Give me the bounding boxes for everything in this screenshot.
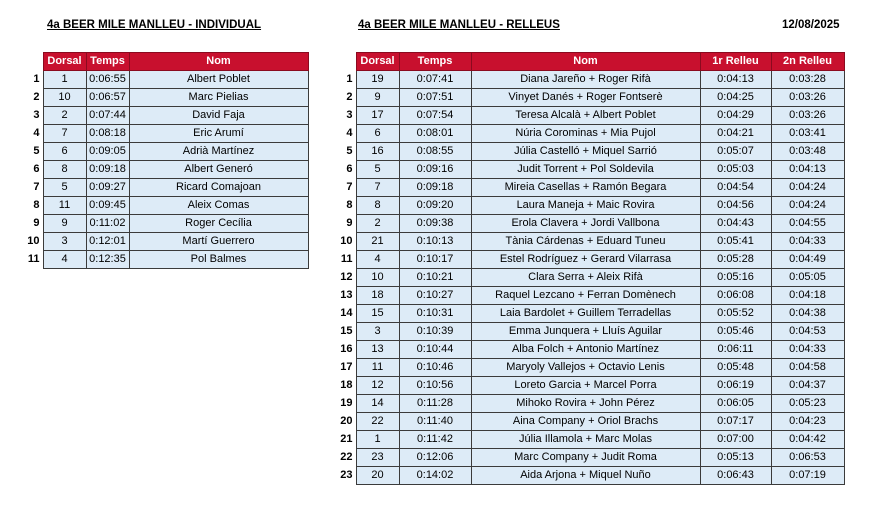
first-relay-cell: 0:05:07 (700, 143, 771, 161)
table-row (24, 161, 308, 179)
first-relay-cell: 0:05:46 (700, 323, 771, 341)
nom-header: Nom (471, 53, 700, 71)
first-relay-cell: 0:07:17 (700, 413, 771, 431)
rank-cell: 9 (346, 217, 353, 229)
rank-cell: 16 (340, 343, 353, 355)
temps-cell: 0:08:01 (399, 125, 471, 143)
temps-cell: 0:08:55 (399, 143, 471, 161)
rank-cell: 1 (346, 73, 353, 85)
nom-cell: Mihoko Rovira + John Pérez (471, 395, 700, 413)
dorsal-cell: 2 (43, 107, 86, 125)
first-relay-cell: 0:06:11 (700, 341, 771, 359)
second-relay-cell: 0:04:13 (771, 161, 844, 179)
table-row (334, 431, 844, 449)
dorsal-cell: 7 (43, 125, 86, 143)
temps-cell: 0:08:18 (86, 125, 129, 143)
dorsal-cell: 15 (356, 305, 399, 323)
rank-cell: 4 (33, 127, 40, 139)
table-row (334, 89, 844, 107)
rank-cell: 17 (340, 361, 353, 373)
second-relay-cell: 0:04:24 (771, 197, 844, 215)
first-relay-cell: 0:04:56 (700, 197, 771, 215)
table-row (24, 179, 308, 197)
first-relay-cell: 0:06:43 (700, 467, 771, 485)
dorsal-cell: 20 (356, 467, 399, 485)
table-row (334, 143, 844, 161)
second-relay-cell: 0:03:26 (771, 107, 844, 125)
rank-cell: 6 (346, 163, 353, 175)
table-row (334, 251, 844, 269)
table-row (24, 107, 308, 125)
table-row (334, 269, 844, 287)
relleus-table (334, 52, 845, 485)
first-relay-header: 1r Relleu (700, 53, 771, 71)
nom-cell: Teresa Alcalà + Albert Poblet (471, 107, 700, 125)
rank-cell: 3 (33, 109, 40, 121)
temps-cell: 0:09:18 (399, 179, 471, 197)
dorsal-cell: 9 (43, 215, 86, 233)
dorsal-cell: 13 (356, 341, 399, 359)
temps-cell: 0:09:20 (399, 197, 471, 215)
nom-cell: Pol Balmes (129, 251, 308, 269)
temps-cell: 0:12:35 (86, 251, 129, 269)
first-relay-cell: 0:04:21 (700, 125, 771, 143)
dorsal-cell: 12 (356, 377, 399, 395)
second-relay-cell: 0:03:48 (771, 143, 844, 161)
rank-cell: 22 (340, 451, 353, 463)
rank-header (334, 53, 356, 71)
rank-cell: 6 (33, 163, 40, 175)
dorsal-cell: 6 (43, 143, 86, 161)
nom-cell: Tània Cárdenas + Eduard Tuneu (471, 233, 700, 251)
table-row (334, 233, 844, 251)
dorsal-cell: 22 (356, 413, 399, 431)
temps-header: Temps (86, 53, 129, 71)
rank-cell: 14 (340, 307, 353, 319)
second-relay-cell: 0:04:49 (771, 251, 844, 269)
dorsal-cell: 10 (43, 89, 86, 107)
table-row (24, 89, 308, 107)
nom-cell: Aleix Comas (129, 197, 308, 215)
rank-cell: 23 (340, 469, 353, 481)
dorsal-cell: 2 (356, 215, 399, 233)
temps-cell: 0:11:40 (399, 413, 471, 431)
second-relay-cell: 0:05:05 (771, 269, 844, 287)
dorsal-cell: 3 (356, 323, 399, 341)
rank-cell: 4 (346, 127, 353, 139)
dorsal-header: Dorsal (356, 53, 399, 71)
rank-cell: 8 (33, 199, 40, 211)
dorsal-cell: 5 (356, 161, 399, 179)
temps-cell: 0:09:38 (399, 215, 471, 233)
nom-cell: Vinyet Danés + Roger Fontserè (471, 89, 700, 107)
temps-cell: 0:11:28 (399, 395, 471, 413)
second-relay-cell: 0:04:38 (771, 305, 844, 323)
table-row (334, 395, 844, 413)
temps-cell: 0:10:27 (399, 287, 471, 305)
nom-cell: Mireia Casellas + Ramón Begara (471, 179, 700, 197)
individual-header-row (24, 53, 308, 71)
first-relay-cell: 0:06:19 (700, 377, 771, 395)
dorsal-cell: 10 (356, 269, 399, 287)
table-row (334, 107, 844, 125)
rank-cell: 13 (340, 289, 353, 301)
individual-title: 4a BEER MILE MANLLEU - INDIVIDUAL (47, 19, 262, 31)
first-relay-cell: 0:04:29 (700, 107, 771, 125)
dorsal-cell: 1 (356, 431, 399, 449)
temps-cell: 0:12:01 (86, 233, 129, 251)
nom-cell: David Faja (129, 107, 308, 125)
temps-cell: 0:10:13 (399, 233, 471, 251)
rank-cell: 9 (33, 217, 40, 229)
rank-cell: 12 (340, 271, 353, 283)
nom-cell: Emma Junquera + Lluís Aguilar (471, 323, 700, 341)
first-relay-cell: 0:05:41 (700, 233, 771, 251)
temps-cell: 0:09:18 (86, 161, 129, 179)
temps-cell: 0:09:05 (86, 143, 129, 161)
temps-cell: 0:14:02 (399, 467, 471, 485)
second-relay-cell: 0:04:37 (771, 377, 844, 395)
rank-cell: 20 (340, 415, 353, 427)
nom-cell: Ricard Comajoan (129, 179, 308, 197)
first-relay-cell: 0:05:52 (700, 305, 771, 323)
temps-cell: 0:11:02 (86, 215, 129, 233)
second-relay-cell: 0:04:18 (771, 287, 844, 305)
table-row (24, 125, 308, 143)
rank-cell: 15 (340, 325, 353, 337)
nom-header: Nom (129, 53, 308, 71)
nom-cell: Loreto Garcia + Marcel Porra (471, 377, 700, 395)
rank-cell: 18 (340, 379, 353, 391)
nom-cell: Laia Bardolet + Guillem Terradellas (471, 305, 700, 323)
first-relay-cell: 0:04:13 (700, 71, 771, 89)
dorsal-cell: 11 (356, 359, 399, 377)
nom-cell: Estel Rodríguez + Gerard Vilarrasa (471, 251, 700, 269)
temps-cell: 0:09:16 (399, 161, 471, 179)
dorsal-cell: 17 (356, 107, 399, 125)
rank-cell: 3 (346, 109, 353, 121)
temps-cell: 0:07:54 (399, 107, 471, 125)
temps-header: Temps (399, 53, 471, 71)
rank-cell: 10 (340, 235, 353, 247)
table-row (334, 413, 844, 431)
nom-cell: Eric Arumí (129, 125, 308, 143)
temps-cell: 0:06:55 (86, 71, 129, 89)
table-row (334, 305, 844, 323)
dorsal-cell: 19 (356, 71, 399, 89)
rank-cell: 1 (33, 73, 40, 85)
rank-header (24, 53, 43, 71)
nom-cell: Clara Serra + Aleix Rifà (471, 269, 700, 287)
rank-cell: 5 (33, 145, 40, 157)
dorsal-cell: 4 (356, 251, 399, 269)
temps-cell: 0:07:51 (399, 89, 471, 107)
rank-cell: 7 (346, 181, 353, 193)
dorsal-cell: 16 (356, 143, 399, 161)
nom-cell: Adrià Martínez (129, 143, 308, 161)
table-row (334, 341, 844, 359)
nom-cell: Aina Company + Oriol Brachs (471, 413, 700, 431)
nom-cell: Judit Torrent + Pol Soldevila (471, 161, 700, 179)
dorsal-header: Dorsal (43, 53, 86, 71)
second-relay-cell: 0:04:58 (771, 359, 844, 377)
first-relay-cell: 0:05:48 (700, 359, 771, 377)
relleus-title: 4a BEER MILE MANLLEU - RELLEUS (358, 19, 560, 31)
second-relay-cell: 0:03:28 (771, 71, 844, 89)
table-row (334, 215, 844, 233)
table-row (24, 215, 308, 233)
nom-cell: Júlia Illamola + Marc Molas (471, 431, 700, 449)
second-relay-cell: 0:05:23 (771, 395, 844, 413)
first-relay-cell: 0:05:13 (700, 449, 771, 467)
first-relay-cell: 0:04:43 (700, 215, 771, 233)
relleus-header-row (334, 53, 844, 71)
nom-cell: Roger Cecília (129, 215, 308, 233)
rank-cell: 10 (27, 235, 40, 247)
dorsal-cell: 7 (356, 179, 399, 197)
first-relay-cell: 0:05:28 (700, 251, 771, 269)
nom-cell: Marc Company + Judit Roma (471, 449, 700, 467)
table-row (334, 377, 844, 395)
rank-cell: 2 (346, 91, 353, 103)
rank-cell: 11 (27, 253, 40, 265)
event-date: 12/08/2025 (782, 19, 840, 31)
table-row (334, 449, 844, 467)
dorsal-cell: 18 (356, 287, 399, 305)
nom-cell: Maryoly Vallejos + Octavio Lenis (471, 359, 700, 377)
rank-cell: 5 (346, 145, 353, 157)
first-relay-cell: 0:04:54 (700, 179, 771, 197)
table-row (24, 197, 308, 215)
nom-cell: Erola Clavera + Jordi Vallbona (471, 215, 700, 233)
rank-cell: 2 (33, 91, 40, 103)
nom-cell: Albert Generó (129, 161, 308, 179)
individual-table (24, 52, 309, 269)
second-relay-cell: 0:04:24 (771, 179, 844, 197)
table-row (334, 161, 844, 179)
temps-cell: 0:11:42 (399, 431, 471, 449)
table-row (334, 125, 844, 143)
first-relay-cell: 0:05:03 (700, 161, 771, 179)
temps-cell: 0:09:45 (86, 197, 129, 215)
dorsal-cell: 11 (43, 197, 86, 215)
nom-cell: Albert Poblet (129, 71, 308, 89)
table-row (334, 323, 844, 341)
temps-cell: 0:09:27 (86, 179, 129, 197)
temps-cell: 0:10:21 (399, 269, 471, 287)
second-relay-cell: 0:04:33 (771, 341, 844, 359)
second-relay-header: 2n Relleu (771, 53, 844, 71)
temps-cell: 0:10:44 (399, 341, 471, 359)
rank-cell: 21 (340, 433, 353, 445)
temps-cell: 0:10:31 (399, 305, 471, 323)
second-relay-cell: 0:04:42 (771, 431, 844, 449)
first-relay-cell: 0:06:05 (700, 395, 771, 413)
nom-cell: Aida Arjona + Miquel Nuño (471, 467, 700, 485)
nom-cell: Núria Corominas + Mia Pujol (471, 125, 700, 143)
table-row (334, 197, 844, 215)
first-relay-cell: 0:05:16 (700, 269, 771, 287)
table-row (24, 71, 308, 89)
nom-cell: Alba Folch + Antonio Martínez (471, 341, 700, 359)
temps-cell: 0:07:44 (86, 107, 129, 125)
nom-cell: Martí Guerrero (129, 233, 308, 251)
temps-cell: 0:06:57 (86, 89, 129, 107)
nom-cell: Laura Maneja + Maic Rovira (471, 197, 700, 215)
rank-cell: 8 (346, 199, 353, 211)
temps-cell: 0:10:39 (399, 323, 471, 341)
second-relay-cell: 0:03:41 (771, 125, 844, 143)
table-row (24, 251, 308, 269)
table-row (334, 287, 844, 305)
dorsal-cell: 1 (43, 71, 86, 89)
table-row (334, 71, 844, 89)
table-row (334, 359, 844, 377)
rank-cell: 7 (33, 181, 40, 193)
nom-cell: Marc Pielias (129, 89, 308, 107)
first-relay-cell: 0:04:25 (700, 89, 771, 107)
dorsal-cell: 23 (356, 449, 399, 467)
dorsal-cell: 3 (43, 233, 86, 251)
dorsal-cell: 9 (356, 89, 399, 107)
dorsal-cell: 6 (356, 125, 399, 143)
second-relay-cell: 0:04:55 (771, 215, 844, 233)
second-relay-cell: 0:04:23 (771, 413, 844, 431)
temps-cell: 0:07:41 (399, 71, 471, 89)
nom-cell: Raquel Lezcano + Ferran Domènech (471, 287, 700, 305)
second-relay-cell: 0:06:53 (771, 449, 844, 467)
rank-cell: 11 (340, 253, 353, 265)
dorsal-cell: 21 (356, 233, 399, 251)
first-relay-cell: 0:06:08 (700, 287, 771, 305)
dorsal-cell: 5 (43, 179, 86, 197)
nom-cell: Júlia Castelló + Miquel Sarrió (471, 143, 700, 161)
second-relay-cell: 0:03:26 (771, 89, 844, 107)
second-relay-cell: 0:07:19 (771, 467, 844, 485)
dorsal-cell: 8 (356, 197, 399, 215)
temps-cell: 0:10:46 (399, 359, 471, 377)
table-row (24, 233, 308, 251)
temps-cell: 0:10:56 (399, 377, 471, 395)
dorsal-cell: 14 (356, 395, 399, 413)
table-row (334, 179, 844, 197)
rank-cell: 19 (340, 397, 353, 409)
first-relay-cell: 0:07:00 (700, 431, 771, 449)
dorsal-cell: 4 (43, 251, 86, 269)
temps-cell: 0:12:06 (399, 449, 471, 467)
nom-cell: Diana Jareño + Roger Rifà (471, 71, 700, 89)
table-row (334, 467, 844, 485)
second-relay-cell: 0:04:53 (771, 323, 844, 341)
second-relay-cell: 0:04:33 (771, 233, 844, 251)
table-row (24, 143, 308, 161)
dorsal-cell: 8 (43, 161, 86, 179)
temps-cell: 0:10:17 (399, 251, 471, 269)
